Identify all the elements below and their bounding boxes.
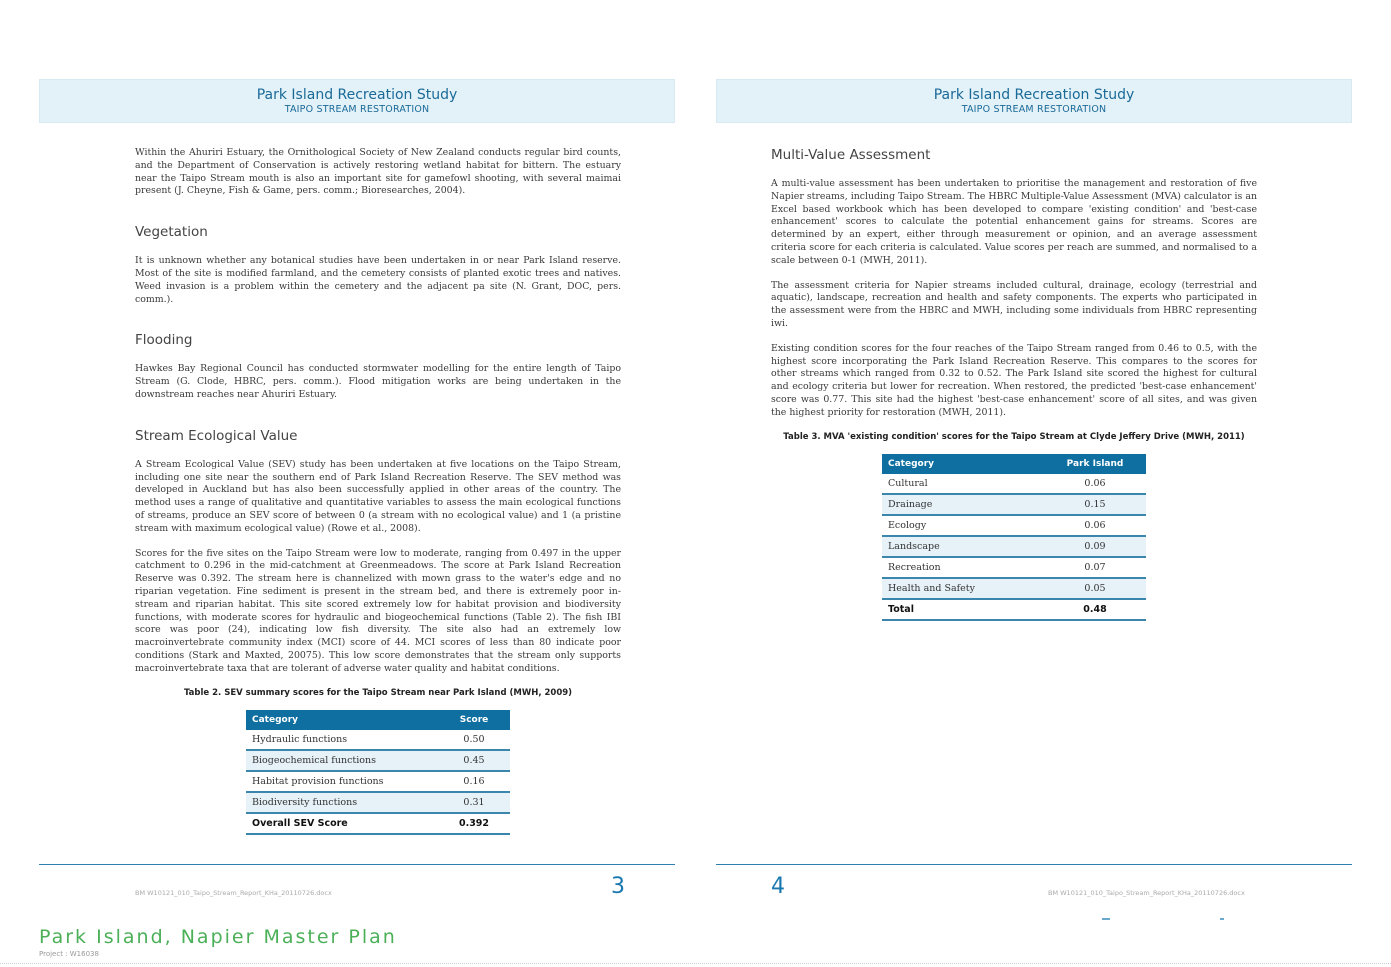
table-cell: 0.48 <box>1044 599 1146 620</box>
header-subtitle: TAIPO STREAM RESTORATION <box>284 104 430 115</box>
header-subtitle: TAIPO STREAM RESTORATION <box>961 104 1107 115</box>
table-row <box>246 771 510 792</box>
mva-paragraph-3: Existing condition scores for the four reaches of the Taipo Stream ranged from 0.46 to 0.5, with the highest score incorporating the Park Island Recreation Reserve. This compares to the scores for other streams which ranged from 0.32 to 0.52. The Park Island site scored the highest for cultural and ecology criteria but lower for recreation. When restored, the predicted 'best-case enhancement' score was 0.77. This site had the highest 'best-case enhancement' score of all sites, and was given the highest priority for restoration (MWH, 2011). <box>771 342 1257 418</box>
table-total-row <box>246 813 510 834</box>
table-cell: 0.09 <box>1044 536 1146 557</box>
table-cell: Ecology <box>882 515 1044 536</box>
column-header: Park Island <box>1044 454 1146 474</box>
table-cell: 0.50 <box>438 730 510 750</box>
table-cell: 0.31 <box>438 792 510 813</box>
table-cell: 0.07 <box>1044 557 1146 578</box>
sev-heading: Stream Ecological Value <box>135 427 298 444</box>
table-cell: Habitat provision functions <box>246 771 438 792</box>
table-row <box>882 515 1146 536</box>
flooding-paragraph: Hawkes Bay Regional Council has conducted stormwater modelling for the entire length of Taipo Stream (G. Clode, HBRC, pers. comm.). Flood mitigation works are being undertaken in the downstream reaches near Ahuriri Estuary. <box>135 363 621 400</box>
table-header-row <box>882 454 1146 474</box>
table-cell: Total <box>882 599 1044 620</box>
footer-filename: BM W10121_010_Taipo_Stream_Report_KHa_20110726.docx <box>135 889 332 897</box>
page-4 <box>716 0 1352 900</box>
table-2-caption: Table 2. SEV summary scores for the Taipo Stream near Park Island (MWH, 2009) <box>183 687 573 698</box>
table-total-row <box>882 599 1146 620</box>
sev-table <box>246 710 510 835</box>
table-row <box>882 494 1146 515</box>
mva-heading: Multi-Value Assessment <box>771 147 931 163</box>
sev-paragraph-2: Scores for the five sites on the Taipo Stream were low to moderate, ranging from 0.497 in the upper catchment to 0.296 in the mid-catchment at Greenmeadows. The score at Park Island Recreation Reserve was 0.392. The stream here is channelized with mown grass to the water's edge and no riparian vegetation. Fine sediment is present in the stream bed, and there is extremely poor in-stream and riparian habitat. This site scored extremely low for habitat provision and biodiversity functions, with moderate scores for hydraulic and biogeochemical functions (Table 2). The fish IBI score was poor (24), indicating low fish diversity. The site also had an extremely low macroinvertebrate community index (MCI) score of 44. MCI scores of less than 80 indicate poor conditions (Stark and Maxted, 20075). This low score demonstrates that the stream only supports macroinvertebrate taxa that are tolerant of adverse water quality and habitat conditions. <box>135 547 621 674</box>
page-3 <box>39 0 675 900</box>
table-cell: Overall SEV Score <box>246 813 438 834</box>
table-cell: Biogeochemical functions <box>246 750 438 771</box>
footer-divider <box>39 864 675 865</box>
vegetation-heading: Vegetation <box>135 224 208 241</box>
table-cell: 0.06 <box>1044 474 1146 494</box>
footer-divider <box>716 864 1352 865</box>
sev-paragraph-1: A Stream Ecological Value (SEV) study has been undertaken at five locations on the Taipo Stream, including one site near the southern end of Park Island Recreation Reserve. The SEV method was developed in Auckland but has also been successfully applied in other areas of the country. The method uses a range of qualitative and quantitative variables to assess the main ecological functions of streams, produce an SEV score of between 0 (a stream with no ecological value) and 1 (a pristine stream with maximum ecological value) (Rowe et al., 2008). <box>135 458 621 534</box>
column-header: Score <box>438 710 510 730</box>
table-cell: Cultural <box>882 474 1044 494</box>
column-header: Category <box>246 710 438 730</box>
table-cell: Recreation <box>882 557 1044 578</box>
table-cell: 0.05 <box>1044 578 1146 599</box>
project-number: Project : W16038 <box>39 950 99 958</box>
master-plan-title: Park Island, Napier Master Plan <box>39 926 397 948</box>
table-cell: Health and Safety <box>882 578 1044 599</box>
table-header-row <box>246 710 510 730</box>
table-row <box>246 730 510 750</box>
table-cell: Hydraulic functions <box>246 730 438 750</box>
intro-paragraph: Within the Ahuriri Estuary, the Ornithological Society of New Zealand conducts regular bird counts, and the Department of Conservation is actively restoring wetland habitat for bittern. The estuary near the Taipo Stream mouth is also an important site for gamefowl shooting, with several maimai present (J. Cheyne, Fish & Game, pers. comm.; Bioresearches, 2004). <box>135 147 621 197</box>
page-body <box>135 147 621 835</box>
page-header <box>39 79 675 123</box>
table-cell: 0.16 <box>438 771 510 792</box>
table-row <box>882 557 1146 578</box>
table-cell: Landscape <box>882 536 1044 557</box>
table-cell: 0.392 <box>438 813 510 834</box>
mva-paragraph-2: The assessment criteria for Napier streams included cultural, drainage, ecology (terrestrial and aquatic), landscape, recreation and health and safety components. The experts who participated in the assessment were from the HBRC and MWH, including some individuals from HBRC representing iwi. <box>771 279 1257 329</box>
header-title: Park Island Recreation Study <box>256 87 458 103</box>
table-row <box>882 474 1146 494</box>
mva-paragraph-1: A multi-value assessment has been undertaken to prioritise the management and restoration of five Napier streams, including Taipo Stream. The HBRC Multiple-Value Assessment (MVA) calculator is an Excel based workbook which has been developed to compare 'existing condition' and 'best-case enhancement' scores to calculate the potential enhancement gains for streams. Scores are determined by an expert, either through measurement or opinion, and an average assessment criteria score for each criteria is calculated. Value scores per reach are summed, and normalised to a scale between 0-1 (MWH, 2011). <box>771 178 1257 266</box>
table-row <box>882 578 1146 599</box>
vegetation-paragraph: It is unknown whether any botanical studies have been undertaken in or near Park Island reserve. Most of the site is modified farmland, and the cemetery consists of planted exotic trees and natives. Weed invasion is a problem within the cemetery and the adjacent pa site (N. Grant, DOC, pers. comm.). <box>135 255 621 305</box>
table-row <box>246 792 510 813</box>
header-title: Park Island Recreation Study <box>933 87 1135 103</box>
table-cell: Drainage <box>882 494 1044 515</box>
table-row <box>882 536 1146 557</box>
table-cell: 0.45 <box>438 750 510 771</box>
table-row <box>246 750 510 771</box>
flooding-heading: Flooding <box>135 332 193 349</box>
decorative-mark <box>1220 918 1224 920</box>
column-header: Category <box>882 454 1044 474</box>
table-cell: Biodiversity functions <box>246 792 438 813</box>
page-number: 3 <box>611 874 625 899</box>
footer-filename: BM W10121_010_Taipo_Stream_Report_KHa_20110726.docx <box>1048 889 1245 897</box>
table-cell: 0.06 <box>1044 515 1146 536</box>
decorative-mark <box>1102 918 1110 920</box>
mva-table <box>882 454 1146 621</box>
page-body <box>771 147 1257 621</box>
table-3-caption: Table 3. MVA 'existing condition' scores for the Taipo Stream at Clyde Jeffery Drive (MWH, 2011) <box>783 431 1245 442</box>
page-header <box>716 79 1352 123</box>
table-cell: 0.15 <box>1044 494 1146 515</box>
page-number: 4 <box>771 874 785 899</box>
bottom-dotted-rule <box>0 963 1391 964</box>
